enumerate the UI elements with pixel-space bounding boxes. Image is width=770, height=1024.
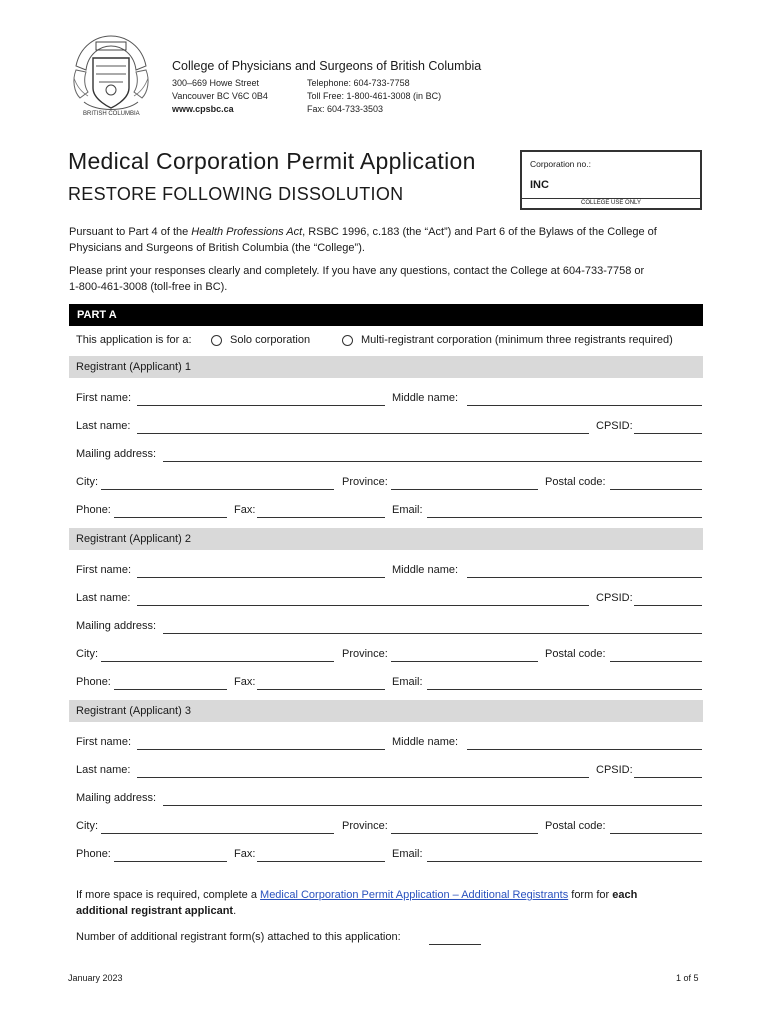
email-label: Email: <box>392 504 423 516</box>
postal-code-field[interactable] <box>610 833 702 834</box>
mailing-address-label: Mailing address: <box>76 620 157 632</box>
intro-text: Pursuant to Part 4 of the <box>69 226 192 238</box>
email-label: Email: <box>392 676 423 688</box>
registrant-1-heading: Registrant (Applicant) 1 <box>69 356 703 378</box>
first-name-label: First name: <box>76 564 132 576</box>
cpsid-field[interactable] <box>634 433 702 434</box>
city-label: City: <box>76 820 98 832</box>
first-name-field[interactable] <box>137 405 385 406</box>
corporation-number-box[interactable] <box>520 150 702 210</box>
email-field[interactable] <box>427 517 702 518</box>
phone-field[interactable] <box>114 861 227 862</box>
page-title: Medical Corporation Permit Application <box>68 148 476 174</box>
fax-field[interactable] <box>257 861 385 862</box>
act-name: Health Professions Act <box>191 226 303 238</box>
last-name-label: Last name: <box>76 592 131 604</box>
phone-field[interactable] <box>114 689 227 690</box>
note-text: . <box>233 905 237 917</box>
first-name-label: First name: <box>76 392 132 404</box>
postal-code-field[interactable] <box>610 489 702 490</box>
cpsid-field[interactable] <box>634 605 702 606</box>
crest-caption: BRITISH COLUMBIA <box>83 111 140 117</box>
province-field[interactable] <box>391 833 538 834</box>
additional-forms-count-field[interactable] <box>429 944 481 945</box>
province-label: Province: <box>342 820 388 832</box>
multi-registrant-radio[interactable] <box>342 335 353 346</box>
first-name-label: First name: <box>76 736 132 748</box>
middle-name-field[interactable] <box>467 405 702 406</box>
organization-name: College of Physicians and Surgeons of British Columbia <box>172 59 482 73</box>
last-name-label: Last name: <box>76 420 131 432</box>
middle-name-label: Middle name: <box>392 564 459 576</box>
page-subtitle: RESTORE FOLLOWING DISSOLUTION <box>68 184 404 204</box>
province-label: Province: <box>342 476 388 488</box>
province-label: Province: <box>342 648 388 660</box>
postal-code-field[interactable] <box>610 661 702 662</box>
middle-name-label: Middle name: <box>392 392 459 404</box>
email-field[interactable] <box>427 861 702 862</box>
website: www.cpsbc.ca <box>172 104 234 114</box>
middle-name-field[interactable] <box>467 749 702 750</box>
phone-label: Phone: <box>76 848 111 860</box>
first-name-field[interactable] <box>137 749 385 750</box>
fax-label: Fax: <box>234 504 256 516</box>
additional-registrants-link[interactable]: Medical Corporation Permit Application – Additional Registrants <box>260 889 569 901</box>
cpsid-label: CPSID: <box>596 592 633 604</box>
mailing-address-label: Mailing address: <box>76 792 157 804</box>
last-name-field[interactable] <box>137 605 589 606</box>
cpsid-label: CPSID: <box>596 764 633 776</box>
province-field[interactable] <box>391 489 538 490</box>
city-label: City: <box>76 648 98 660</box>
intro-text: , RSBC 1996, c.183 (the “Act”) and Part 6 of the Bylaws of the College of <box>302 226 657 238</box>
note-text: If more space is required, complete a <box>76 889 261 901</box>
mailing-address-label: Mailing address: <box>76 448 157 460</box>
last-name-field[interactable] <box>137 433 589 434</box>
application-for-label: This application is for a: <box>76 334 192 346</box>
fax-field[interactable] <box>257 689 385 690</box>
middle-name-label: Middle name: <box>392 736 459 748</box>
street-address: 300–669 Howe Street <box>172 78 260 88</box>
intro-text: Physicians and Surgeons of British Columbia (the “College”). <box>69 242 365 254</box>
corporation-number-label: Corporation no.: <box>530 159 591 169</box>
city-address: Vancouver BC V6C 0B4 <box>172 91 268 101</box>
additional-forms-label: Number of additional registrant form(s) attached to this application: <box>76 931 401 943</box>
postal-code-label: Postal code: <box>545 476 606 488</box>
last-name-field[interactable] <box>137 777 589 778</box>
note-bold: additional registrant applicant <box>76 905 234 917</box>
college-use-only-label: COLLEGE USE ONLY <box>522 198 700 208</box>
fax-label: Fax: <box>234 848 256 860</box>
note-text: form for <box>568 889 613 901</box>
mailing-address-field[interactable] <box>163 633 702 634</box>
fax-label: Fax: <box>234 676 256 688</box>
footer-date: January 2023 <box>68 973 123 983</box>
instructions-text: 1-800-461-3008 (toll-free in BC). <box>69 281 228 293</box>
middle-name-field[interactable] <box>467 577 702 578</box>
part-a-heading: PART A <box>69 304 703 326</box>
mailing-address-field[interactable] <box>163 461 702 462</box>
city-field[interactable] <box>101 489 334 490</box>
instructions-text: Please print your responses clearly and completely. If you have any questions, contact the College at 604-733-7758 or <box>69 265 645 277</box>
corporation-inc-label: INC <box>530 179 549 191</box>
more-space-note <box>76 887 706 919</box>
solo-corporation-radio[interactable] <box>211 335 222 346</box>
registrant-3-heading: Registrant (Applicant) 3 <box>69 700 703 722</box>
last-name-label: Last name: <box>76 764 131 776</box>
contact-block <box>307 77 441 116</box>
fax-number: Fax: 604-733-3503 <box>307 104 384 114</box>
toll-free: Toll Free: 1-800-461-3008 (in BC) <box>307 91 442 101</box>
mailing-address-field[interactable] <box>163 805 702 806</box>
page-number: 1 of 5 <box>676 973 699 983</box>
instructions-paragraph <box>69 263 709 295</box>
city-field[interactable] <box>101 833 334 834</box>
province-field[interactable] <box>391 661 538 662</box>
telephone: Telephone: 604-733-7758 <box>307 78 410 88</box>
postal-code-label: Postal code: <box>545 648 606 660</box>
phone-label: Phone: <box>76 504 111 516</box>
phone-label: Phone: <box>76 676 111 688</box>
multi-registrant-label: Multi-registrant corporation (minimum three registrants required) <box>361 334 673 346</box>
registrant-2-heading: Registrant (Applicant) 2 <box>69 528 703 550</box>
postal-code-label: Postal code: <box>545 820 606 832</box>
solo-corporation-label: Solo corporation <box>230 334 311 346</box>
intro-paragraph <box>69 224 709 256</box>
fax-field[interactable] <box>257 517 385 518</box>
address-block <box>172 77 268 116</box>
city-field[interactable] <box>101 661 334 662</box>
note-bold: each <box>612 889 638 901</box>
email-label: Email: <box>392 848 423 860</box>
city-label: City: <box>76 476 98 488</box>
email-field[interactable] <box>427 689 702 690</box>
phone-field[interactable] <box>114 517 227 518</box>
first-name-field[interactable] <box>137 577 385 578</box>
cpsid-field[interactable] <box>634 777 702 778</box>
cpsid-label: CPSID: <box>596 420 633 432</box>
